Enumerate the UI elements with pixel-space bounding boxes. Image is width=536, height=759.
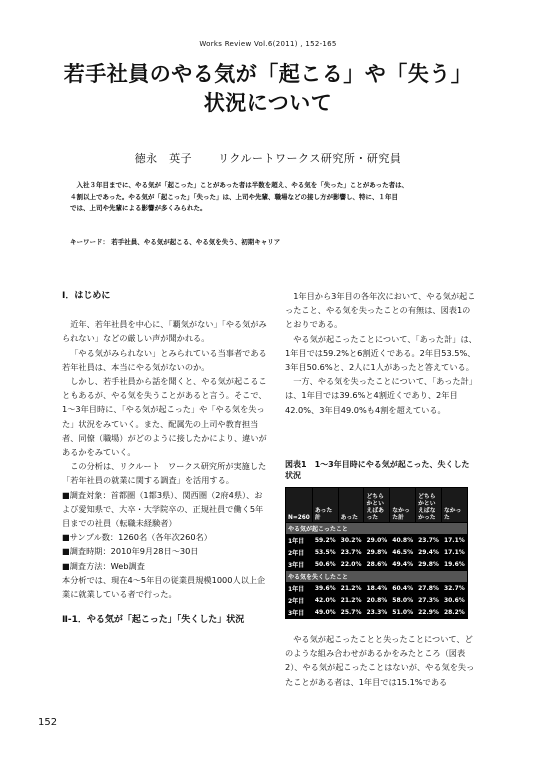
cell: 29.8% — [416, 559, 442, 571]
cell: 51.0% — [390, 607, 416, 619]
abstract — [70, 180, 470, 215]
cell: 29.0% — [364, 535, 390, 547]
author-affiliation: リクルートワークス研究所・研究員 — [218, 152, 402, 165]
table-row — [286, 583, 468, 595]
table-row — [286, 547, 468, 559]
cell: 23.7% — [338, 547, 364, 559]
journal-header: Works Review Vol.6(2011) , 152-165 — [199, 40, 337, 48]
row-year: 1年目 — [286, 535, 313, 547]
abstract-line: ４割以上であった。やる気が「起こった」「失った」は、上司や先輩、職場などの接し方が影響し、特に、１年目 — [70, 192, 399, 201]
left-column — [62, 289, 268, 627]
cell: 21.2% — [338, 583, 364, 595]
table-header: どちらかといえばなかった — [416, 488, 442, 523]
title-line-1: 若手社員のやる気が「起こる」や「失う」 — [63, 62, 473, 86]
cell: 49.4% — [390, 559, 416, 571]
keywords — [70, 237, 490, 246]
survey-item: ■調査対象：首都圏（1都3県）、関西圏（2府4県）、および愛知県で、大卒・大学院卒の、正規社員で働く5年目までの社員（転職未経験者） — [62, 489, 264, 529]
table-row — [286, 559, 468, 571]
cell: 42.0% — [312, 595, 338, 607]
cell: 27.8% — [416, 583, 442, 595]
cell: 22.0% — [338, 559, 364, 571]
cell: 32.7% — [441, 583, 467, 595]
table-row — [286, 595, 468, 607]
section-heading-intro: Ⅰ．はじめに — [62, 291, 111, 301]
table-row — [286, 607, 468, 619]
cell: 53.5% — [312, 547, 338, 559]
title-line-2: 状況について — [203, 91, 333, 115]
cell: 30.6% — [441, 595, 467, 607]
row-year: 3年目 — [286, 559, 313, 571]
paragraph: 一方、やる気を失ったことについて、「あった計」は、1年目では39.6%と4割近くであり、2年目42.0%、3年目49.0%も4割を超えている。 — [285, 376, 477, 415]
cell: 60.4% — [390, 583, 416, 595]
table-header: どちらかといえばあった — [364, 488, 390, 523]
cell: 28.6% — [364, 559, 390, 571]
survey-item: ■サンプル数：1260名（各年次260名） — [62, 532, 212, 543]
cell: 17.1% — [441, 535, 467, 547]
table-header: あった計 — [312, 488, 338, 523]
cell: 39.6% — [312, 583, 338, 595]
table-header: なかった — [441, 488, 467, 523]
results-table-wrap — [285, 487, 468, 619]
author-line — [0, 150, 536, 166]
cell: 46.5% — [390, 547, 416, 559]
paragraph: 近年、若年社員を中心に、「覇気がない」「やる気がみられない」などの厳しい声が聞かれる。 — [62, 319, 267, 344]
paragraph: 「やる気がみられない」とみられている当事者である若年社員は、本当にやる気がないのか。 — [62, 347, 267, 372]
cell: 27.3% — [416, 595, 442, 607]
keywords-text: 若手社員、やる気が起こる、やる気を失う、初期キャリア — [111, 238, 281, 246]
right-column — [285, 289, 477, 417]
cell: 29.4% — [416, 547, 442, 559]
cell: 23.7% — [416, 535, 442, 547]
table-corner: N=260 — [286, 488, 313, 523]
cell: 19.6% — [441, 559, 467, 571]
table-row — [286, 535, 468, 547]
page-number: 152 — [38, 717, 58, 728]
row-year: 1年目 — [286, 583, 313, 595]
survey-item: ■調査時期：2010年9月28日〜30日 — [62, 546, 199, 557]
row-year: 2年目 — [286, 595, 313, 607]
cell: 17.1% — [441, 547, 467, 559]
cell: 59.2% — [312, 535, 338, 547]
cell: 58.0% — [390, 595, 416, 607]
results-table — [285, 487, 468, 619]
paragraph: 1年目から3年目の各年次において、やる気が起こったこと、やる気を失ったことの有無は、図表1のとおりである。 — [285, 291, 476, 330]
paragraph: この分析は、リクルート ワークス研究所が実施した「若年社員の就業に関する調査」を活用する。 — [62, 461, 267, 486]
cell: 30.2% — [338, 535, 364, 547]
cell: 23.3% — [364, 607, 390, 619]
table-section-label: やる気が起こったこと — [286, 523, 468, 535]
cell: 18.4% — [364, 583, 390, 595]
cell: 49.0% — [312, 607, 338, 619]
table-section-label: やる気を失くしたこと — [286, 571, 468, 583]
cell: 21.2% — [338, 595, 364, 607]
cell: 20.8% — [364, 595, 390, 607]
abstract-line: 入社３年目までに、やる気が「起こった」ことがあった者は半数を超え、やる気を「失った」ことがあった者は、 — [76, 181, 409, 189]
cell: 40.8% — [390, 535, 416, 547]
row-year: 3年目 — [286, 607, 313, 619]
paragraph: しかし、若手社員から話を聞くと、やる気が起こることもあるが、やる気を失うことがあると言う。そこで、1〜3年目時に、「やる気が起こった」や「やる気を失った」状況をみていく。また、配属先の上司や教育担当者、同僚（職場）がどのように接したかにより、違いがあるかをみていく。 — [62, 376, 267, 458]
paper-title — [40, 60, 496, 118]
table-header: なかった計 — [390, 488, 416, 523]
right-column-bottom — [285, 632, 477, 689]
cell: 28.2% — [441, 607, 467, 619]
cell: 25.7% — [338, 607, 364, 619]
paragraph: やる気が起こったことと失ったことについて、どのような組み合わせがあるかをみたところ（図表2）、やる気が起こったことはないが、やる気を失ったことがある者は、1年目では15.1%である — [285, 634, 475, 687]
survey-item: ■調査方法：Web調査 — [62, 560, 145, 571]
row-year: 2年目 — [286, 547, 313, 559]
section-heading-2: Ⅱ-1．やる気が「起こった」「失くした」状況 — [62, 615, 245, 626]
cell: 29.8% — [364, 547, 390, 559]
author-name: 徳永 英子 — [134, 152, 193, 165]
paragraph: 本分析では、現在4〜5年目の従業員規模1000人以上企業に就業している者で行った。 — [62, 574, 266, 600]
table-caption: 図表1 1〜3年目時にやる気が起こった、失くした状況 — [285, 460, 470, 480]
table-header: あった — [338, 488, 364, 523]
keywords-label: キーワード： — [70, 238, 109, 246]
cell: 50.6% — [312, 559, 338, 571]
paragraph: やる気が起こったことについて、「あった計」は、1年目では59.2%と6割近くである。2年目53.5%、3年目50.6%と、2人に1人があったと答えている。 — [285, 333, 477, 373]
cell: 22.9% — [416, 607, 442, 619]
abstract-line: では、上司や先輩による影響が多くみられた。 — [70, 204, 207, 212]
